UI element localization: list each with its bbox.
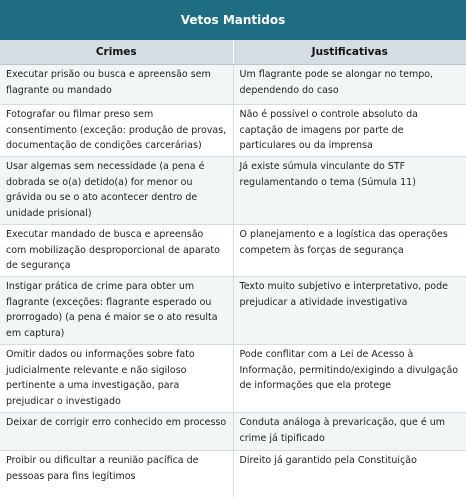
crime-cell: Omitir dados ou informações sobre fato judicialmente relevante e não sigiloso pertinente a uma investigação, para prejudicar o investigado <box>0 345 233 413</box>
crime-cell: Deixar de corrigir erro conhecido em processo <box>0 413 233 451</box>
justificativa-cell: Um flagrante pode se alongar no tempo, dependendo do caso <box>233 65 466 105</box>
header-crimes: Crimes <box>0 40 233 65</box>
justificativa-cell: Texto muito subjetivo e interpretativo, pode prejudicar a atividade investigativa <box>233 277 466 345</box>
table-row <box>0 451 466 497</box>
justificativa-cell: Não é possível o controle absoluto da captação de imagens por parte de particulares ou da imprensa <box>233 105 466 157</box>
header-justificativas: Justificativas <box>233 40 466 65</box>
table-title: Vetos Mantidos <box>0 0 466 40</box>
justificativa-cell: Direito já garantido pela Constituição <box>233 451 466 497</box>
crime-cell: Instigar prática de crime para obter um flagrante (exceções: flagrante esperado ou prorrogado) (a pena é maior se o ato resulta em captura) <box>0 277 233 345</box>
table-row <box>0 413 466 451</box>
justificativa-cell: Conduta análoga à prevaricação, que é um crime já tipificado <box>233 413 466 451</box>
crime-cell: Proibir ou dificultar a reunião pacífica de pessoas para fins legítimos <box>0 451 233 497</box>
table-row <box>0 277 466 345</box>
justificativa-cell: Já existe súmula vinculante do STF regulamentando o tema (Súmula 11) <box>233 157 466 225</box>
justificativa-cell: Pode conflitar com a Lei de Acesso à Informação, permitindo/exigindo a divulgação de informações que ela protege <box>233 345 466 413</box>
crime-cell: Executar prisão ou busca e apreensão sem flagrante ou mandado <box>0 65 233 105</box>
table-row <box>0 225 466 277</box>
crime-cell: Fotografar ou filmar preso sem consentimento (exceção: produção de provas, documentação de condições carcerárias) <box>0 105 233 157</box>
header-row <box>0 40 466 65</box>
crime-cell: Executar mandado de busca e apreensão com mobilização desproporcional de aparato de segurança <box>0 225 233 277</box>
table-row <box>0 345 466 413</box>
table-row <box>0 157 466 225</box>
vetos-table <box>0 40 466 497</box>
table-row <box>0 65 466 105</box>
table-row <box>0 105 466 157</box>
crime-cell: Usar algemas sem necessidade (a pena é dobrada se o(a) detido(a) for menor ou grávida ou se o ato acontecer dentro de unidade prisional) <box>0 157 233 225</box>
justificativa-cell: O planejamento e a logística das operações competem às forças de segurança <box>233 225 466 277</box>
